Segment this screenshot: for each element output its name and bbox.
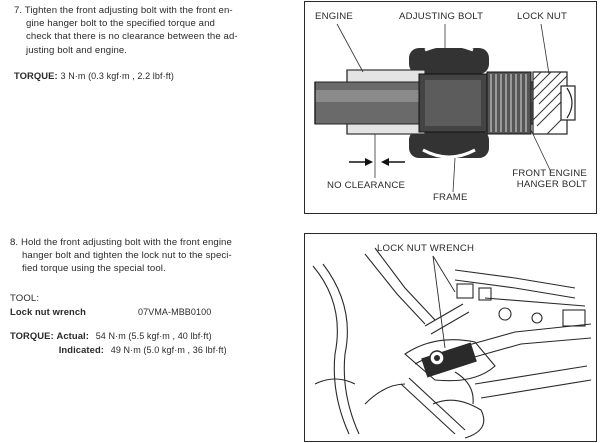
step-7-torque-label: TORQUE:	[14, 69, 58, 81]
actual-label: Actual:	[56, 330, 89, 342]
indicated-value: 49 N·m (5.0 kgf·m , 36 lbf·ft)	[110, 345, 227, 356]
indicated-label: Indicated:	[58, 344, 104, 356]
tool-heading: TOOL:	[10, 292, 40, 304]
figure-adjusting-bolt	[304, 1, 597, 214]
label-lock-nut: LOCK NUT	[517, 11, 568, 22]
label-engine: ENGINE	[315, 11, 353, 22]
label-adjusting-bolt: ADJUSTING BOLT	[399, 11, 484, 22]
actual-value: 54 N·m (5.5 kgf·m , 40 lbf·ft)	[95, 331, 212, 342]
lock-nut-wrench-drawing	[305, 234, 596, 441]
step-8-line-1: 8. Hold the front adjusting bolt with the front engine	[10, 237, 232, 248]
wrench-tool	[421, 342, 477, 377]
step-7-line-1: 7. Tighten the front adjusting bolt with the front en-	[14, 5, 233, 16]
step-7-line-4: justing bolt and engine.	[26, 44, 128, 56]
label-frame: FRAME	[433, 192, 468, 203]
lock-nut-body	[487, 72, 531, 134]
step-7-line-3: check that there is no clearance between the ad-	[26, 31, 238, 43]
figure-lock-nut-wrench	[304, 233, 597, 442]
label-front-engine: FRONT ENGINE	[512, 168, 587, 179]
step-7-torque	[14, 69, 298, 83]
step-8-torque-actual	[10, 329, 300, 343]
tool-row	[10, 305, 300, 319]
step-8-line-2: hanger bolt and tighten the lock nut to the speci-	[22, 250, 232, 262]
step-8-torque-indicated	[10, 343, 300, 357]
label-hanger-bolt: HANGER BOLT	[516, 179, 587, 190]
step-8-line-3: fied torque using the special tool.	[22, 263, 166, 275]
label-no-clearance: NO CLEARANCE	[327, 180, 406, 191]
step-7-line-2: gine hanger bolt to the specified torque and	[26, 18, 215, 30]
step-8-text	[10, 236, 300, 357]
step-7-torque-value: 3 N·m (0.3 kgf·m , 2.2 lbf·ft)	[60, 70, 175, 81]
label-lock-nut-wrench: LOCK NUT WRENCH	[377, 243, 475, 254]
step-7-text	[14, 4, 298, 83]
step-8-torque-label: TORQUE:	[10, 330, 54, 342]
tool-number: 07VMA-MBB0100	[138, 306, 212, 317]
tool-name: Lock nut wrench	[10, 305, 86, 317]
